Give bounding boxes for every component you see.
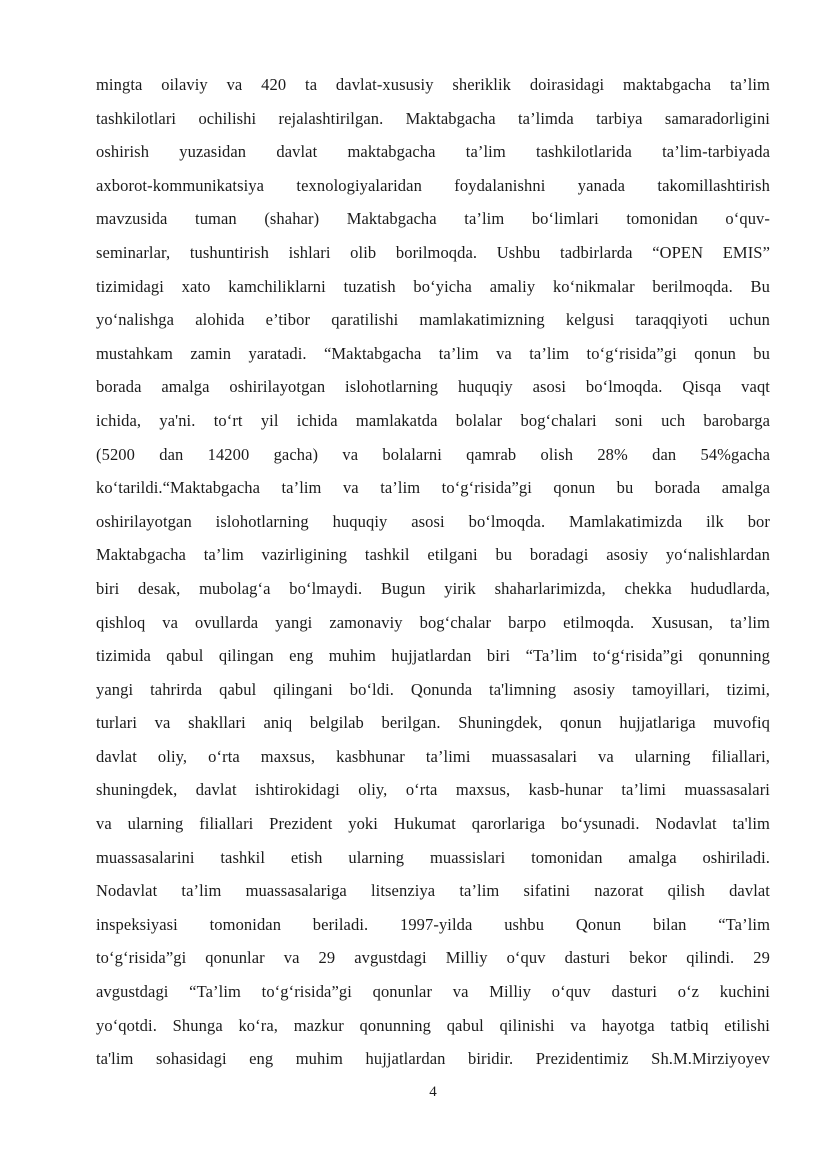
body-text [96,68,770,1076]
text-line: borada amalga oshirilayotgan islohotlarning huquqiy asosi bo‘lmoqda. Qisqa vaqt [96,377,770,397]
text-line: oshirish yuzasidan davlat maktabgacha ta’lim tashkilotlarida ta’lim-tarbiyada [96,142,770,162]
text-line: mingta oilaviy va 420 ta davlat-xususiy sheriklik doirasidagi maktabgacha ta’lim [96,75,770,94]
text-line: ta'lim sohasidagi eng muhim hujjatlardan biridir. Prezidentimiz Sh.M.Mirziyoyev [96,1049,770,1069]
text-line: yo‘qotdi. Shunga ko‘ra, mazkur qonunning qabul qilinishi va hayotga tatbiq etilishi [96,1015,770,1035]
text-line: oshirilayotgan islohotlarning huquqiy asosi bo‘lmoqda. Mamlakatimizda ilk bor [96,511,770,531]
page-number: 4 [429,1084,437,1100]
text-line: ko‘tarildi.“Maktabgacha ta’lim va ta’lim to‘g‘risida”gi qonun bu borada amalga [96,478,770,498]
text-line: (5200 dan 14200 gacha) va bolalarni qamrab olish 28% dan 54%gacha [96,444,770,464]
text-line: turlari va shakllari aniq belgilab berilgan. Shuningdek, qonun hujjatlariga muvofiq [96,713,770,733]
text-line: va ularning filiallari Prezident yoki Hukumat qarorlariga bo‘ysunadi. Nodavlat ta'lim [96,814,770,834]
text-line: qishloq va ovullarda yangi zamonaviy bog‘chalar barpo etilmoqda. Xususan, ta’lim [96,612,770,632]
text-line: yangi tahrirda qabul qilingani bo‘ldi. Qonunda ta'limning asosiy tamoyillari, tizimi, [96,679,770,699]
text-line: axborot-kommunikatsiya texnologiyalaridan foydalanishni yanada takomillashtirish [96,175,770,195]
text-line: inspeksiyasi tomonidan beriladi. 1997-yilda ushbu Qonun bilan “Ta’lim [96,914,770,934]
text-line: mustahkam zamin yaratadi. “Maktabgacha ta’lim va ta’lim to‘g‘risida”gi qonun bu [96,343,770,363]
text-line: yo‘nalishga alohida e’tibor qaratilishi mamlakatimizning kelgusi taraqqiyoti uchun [96,310,770,330]
text-line: davlat oliy, o‘rta maxsus, kasbhunar ta’limi muassasalari va ularning filiallari, [96,746,770,766]
text-line: tizimida qabul qilingan eng muhim hujjatlardan biri “Ta’lim to‘g‘risida”gi qonunning [96,646,770,666]
text-line: tashkilotlari ochilishi rejalashtirilgan. Maktabgacha ta’limda tarbiya samaradorligini [96,108,770,128]
text-line: avgustdagi “Ta’lim to‘g‘risida”gi qonunlar va Milliy o‘quv dasturi o‘z kuchini [96,982,770,1002]
text-line: to‘g‘risida”gi qonunlar va 29 avgustdagi Milliy o‘quv dasturi bekor qilindi. 29 [96,948,770,968]
text-line: biri desak, mubolag‘a bo‘lmaydi. Bugun yirik shaharlarimizda, chekka hududlarda, [96,578,770,598]
text-line: shuningdek, davlat ishtirokidagi oliy, o‘rta maxsus, kasb-hunar ta’limi muassasalari [96,780,770,800]
text-line: Nodavlat ta’lim muassasalariga litsenziya ta’lim sifatini nazorat qilish davlat [96,881,770,901]
text-line: muassasalarini tashkil etish ularning muassislari tomonidan amalga oshiriladi. [96,847,770,867]
text-line: Maktabgacha ta’lim vazirligining tashkil etilgani bu boradagi asosiy yo‘nalishlardan [96,545,770,565]
text-line: tizimidagi xato kamchiliklarni tuzatish bo‘yicha amaliy ko‘nikmalar berilmoqda. Bu [96,276,770,296]
text-line: mavzusida tuman (shahar) Maktabgacha ta’lim bo‘limlari tomonidan o‘quv- [96,209,770,229]
text-line: ichida, ya'ni. to‘rt yil ichida mamlakatda bolalar bog‘chalari soni uch barobarga [96,410,770,430]
text-line: seminarlar, tushuntirish ishlari olib borilmoqda. Ushbu tadbirlarda “OPEN EMIS” [96,242,770,262]
